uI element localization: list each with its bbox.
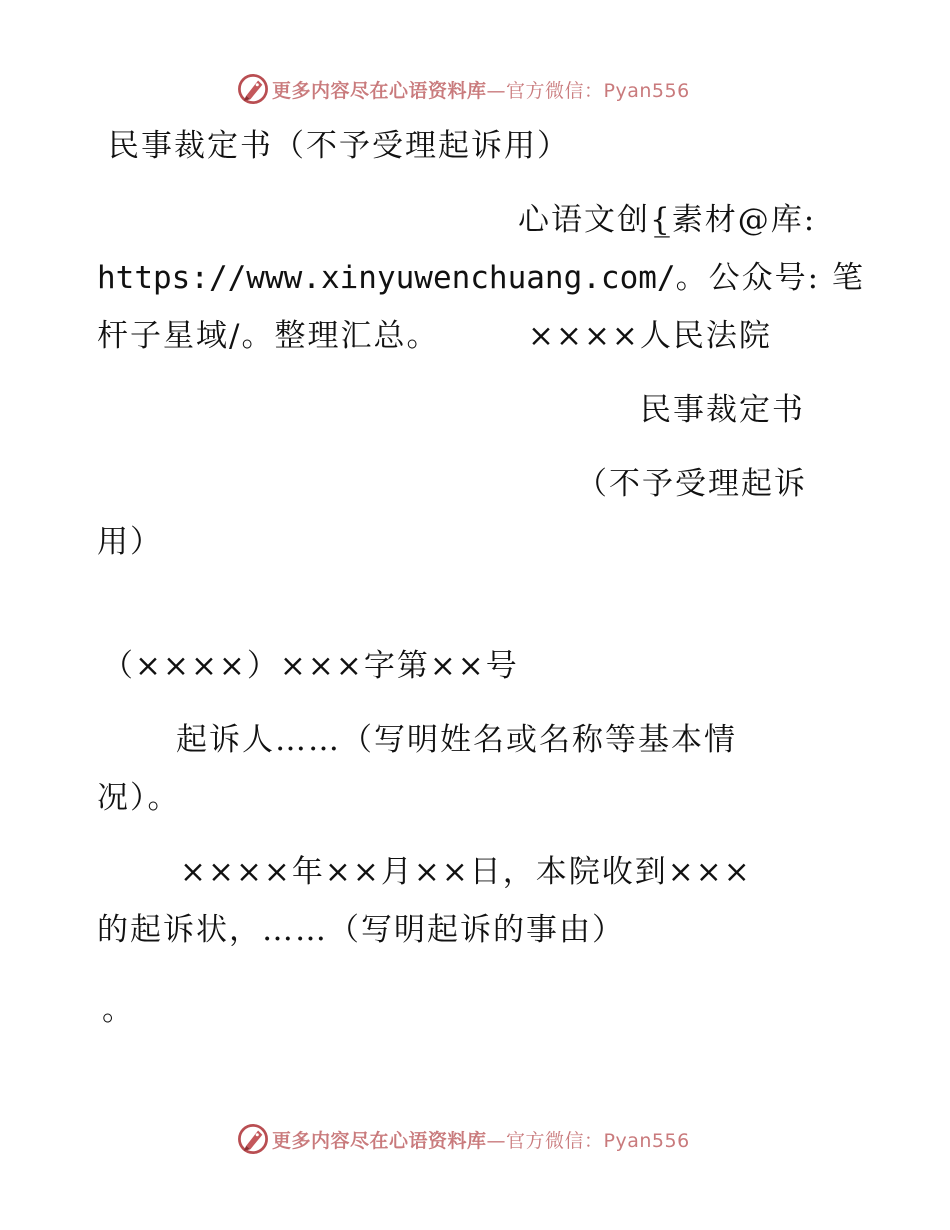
doc-subtype-a: （不予受理起诉 (576, 466, 807, 502)
doc-type: 民事裁定书 (640, 392, 805, 428)
title-line: 民事裁定书（不予受理起诉用） (108, 128, 570, 164)
court-name: ××××人民法院 (528, 318, 772, 354)
watermark-bottom (236, 1122, 690, 1156)
source-tail: 。公众号: 笔 (675, 260, 865, 296)
plaintiff-line-b: 况）。 (97, 780, 181, 816)
source-url-link[interactable]: https://www.xinyuwenchuang.com/ (97, 260, 676, 296)
watermark-wechat: —官方微信：Pyan556 (486, 79, 690, 102)
receipt-line-a: ××××年××月××日，本院收到××× (180, 854, 752, 890)
pen-logo-icon (236, 1122, 270, 1156)
doc-subtype-b: 用） (97, 524, 163, 560)
source-line-b (97, 258, 950, 298)
source-line-a: 心语文创{̲素材@库: (518, 202, 817, 238)
watermark-text: 更多内容尽在心语资料库 (272, 1129, 487, 1152)
case-number: （××××）×××字第××号 (102, 648, 519, 684)
pen-logo-icon (236, 72, 270, 106)
watermark-top (236, 72, 690, 106)
watermark-text: 更多内容尽在心语资料库 (272, 79, 487, 102)
plaintiff-line-a: 起诉人……（写明姓名或名称等基本情 (176, 722, 737, 758)
receipt-line-b: 的起诉状，……（写明起诉的事由） (97, 912, 625, 948)
watermark-wechat: —官方微信：Pyan556 (486, 1129, 690, 1152)
source-line-c: 杆子星域/。整理汇总。 (97, 318, 440, 354)
receipt-line-c: 。 (102, 992, 135, 1028)
